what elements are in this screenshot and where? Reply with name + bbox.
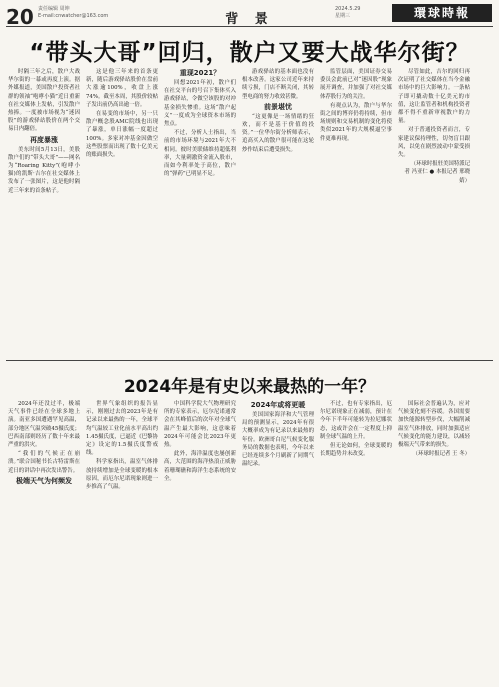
paragraph: 游戏驿站的基本面也没有根本改善。这家公司近年来持续亏损，门店不断关闭，其转型电商的努力收效甚微。 [242,69,314,100]
article1-column [86,68,158,350]
paragraph: 世界气象组织的报告显示，刚刚过去的2023年是有记录以来最热的一年，全球平均气温较工业化前水平高出约1.45摄氏度，已逼近《巴黎协定》设定的1.5摄氏度警戒线。 [86,401,158,457]
paragraph: 尽管如此，吉尔的回归再次证明了社交媒体在当今金融市场中的巨大影响力。一条帖子即可撬动数十亿美元的市值，这让监管者和机构投资者都不得不重新审视散户的力量。 [398,69,470,125]
paragraph: 国际社会普遍认为，应对气候变化刻不容缓。各国需要加快能源转型步伐，大幅削减温室气体排放，同时加强适应气候变化的能力建设，以减轻极端天气带来的损失。 [398,401,470,449]
article2-body [8,400,470,680]
editor-name: 责任编辑 周坤 [38,6,70,12]
page-number: 20 [6,5,34,29]
paragraph: 有观点认为，散户与华尔街之间的博弈仍将持续，但市场规则和交易机制的变化将使类似2021年的大规模逼空事件更难再现。 [320,102,392,142]
paragraph: 此外，海洋温度也屡创新高，大范围的海洋热浪正威胁着珊瑚礁和海洋生态系统的安全。 [164,451,236,482]
article2-column [242,400,314,680]
paragraph: 中国科学院大气物理研究所的专家表示，厄尔尼诺通常会在其峰值后的次年对全球气温产生最大影响，这意味着2024年可能会比2023年更热。 [164,401,236,449]
subhead: 2024年或将更暖 [250,401,306,409]
paragraph: 不过，分析人士指出，当前的市场环境与2021年大不相同。彼时美联储维持超低利率，大量刺激资金流入股市，而如今利率处于高位，散户的“弹药”已明显不足。 [164,130,236,178]
paragraph: 美国国家海洋和大气管理局的预测显示，2024年有很大概率成为有记录以来最热的年份。欧洲哥白尼气候变化服务局的数据也表明，今年以来已经连续多个月刷新了同期气温纪录。 [242,412,314,468]
paragraph: 科学家指出，温室气体排放持续增加是全球变暖的根本原因，而厄尔尼诺现象则进一步推高了气温。 [86,459,158,491]
paragraph: 监管层面，美国证券交易委员会此前已对“迷因股”现象展开调查，并加强了对社交媒体荐股行为的关注。 [320,69,392,100]
article1-column [164,68,236,350]
byline: （环球时报驻美国特派记者 冯亚仁 ● 本报记者 邢晓婧） [404,161,470,184]
article2-column [320,400,392,680]
article2-column [8,400,80,680]
article2-column [398,400,470,680]
article1-column [242,68,314,350]
paragraph: 时隔三年之后，散户大战华尔街的一幕或再度上演。据外媒报道，美国散户投资者社群的领袖“咆哮小猫”近日重新在社交媒体上发帖，引发散户热捧。一度被市场视为“迷因股”的游戏驿站股价在两个交易日内翻倍。 [8,69,80,133]
date-line: 2024.5.29 [335,6,361,12]
paragraph: 对于普通投资者而言，专家建议保持理性，切勿盲目跟风，以免在剧烈波动中蒙受损失。 [398,127,470,159]
issue-date [335,6,360,20]
paragraph: 2024年还没过半，极端天气事件已经在全球多地上演。南亚多国遭遇罕见高温，部分地区气温突破45摄氏度；巴西南部则经历了数十年来最严重的洪灾。 [8,401,80,449]
header-rule [6,26,493,27]
article2-column [164,400,236,680]
subhead: 重现2021？ [179,69,221,77]
paragraph: 在易变的市场中，另一只散户概念股AMC院线也出现了暴涨，单日涨幅一度超过100%。多家对冲基金因做空这些股票而出现了数十亿美元的账面损失。 [86,111,158,159]
article1-headline: “带头大哥”回归，散户又要大战华尔街？ [29,40,470,66]
editor-email: E-mail:cnwatcher@163.com [38,13,109,19]
article1-body [8,68,470,350]
subhead: 极端天气为何频发 [16,476,72,485]
article1-column [320,68,392,350]
article1-column [8,68,80,350]
subhead: 前景堪忧 [264,102,292,111]
subhead: 再度暴涨 [30,135,58,144]
section-title: 背 景 [225,12,274,27]
article2-headline: 2024年是有史以来最热的一年？ [123,377,376,397]
paragraph: 回想2021年初，散户们在社交平台的号召下集体买入游戏驿站，令做空该股的对冲基金损失惨重。这场“散户起义”一度成为全球资本市场的焦点。 [164,80,236,128]
weekday-line: 星期三 [335,13,351,19]
byline: （环球时报记者 王 冬） [412,451,470,458]
paragraph: 美东时间5月13日，美股散户们的“带头大哥”——网名为“Roaring Kitty”(咆哮小猫)的凯斯·吉尔在社交媒体上发布了一张图片，这是他时隔近三年来的首条帖子。 [8,146,80,194]
article2-column [86,400,158,680]
article1-column [398,68,470,350]
paragraph: 不过，也有专家指出，厄尔尼诺现象正在减弱，预计在今年下半年可能转为拉尼娜状态，这或许会在一定程度上抑制全球气温的上升。 [320,401,392,440]
section-divider [6,360,493,361]
newspaper-logo: 環球時報 [392,4,492,22]
paragraph: 这是他三年来的首条更新，随后游戏驿站股价在盘前大涨逾100%，收盘上涨74%。截至本周，其股价较帖子发出前仍高出逾一倍。 [86,69,158,108]
paragraph: “这更像是一场情绪的狂欢，而不是基于价值的投资。”一位华尔街分析师表示，追高买入的散户很可能在这轮炒作结束后遭受损失。 [242,113,314,153]
paragraph: “我们的气候正在崩溃。”联合国秘书长古特雷斯在近日的讲话中再次发出警告。 [8,451,80,474]
paragraph: 但无论如何，全球变暖的长期趋势并未改变。 [320,443,392,458]
